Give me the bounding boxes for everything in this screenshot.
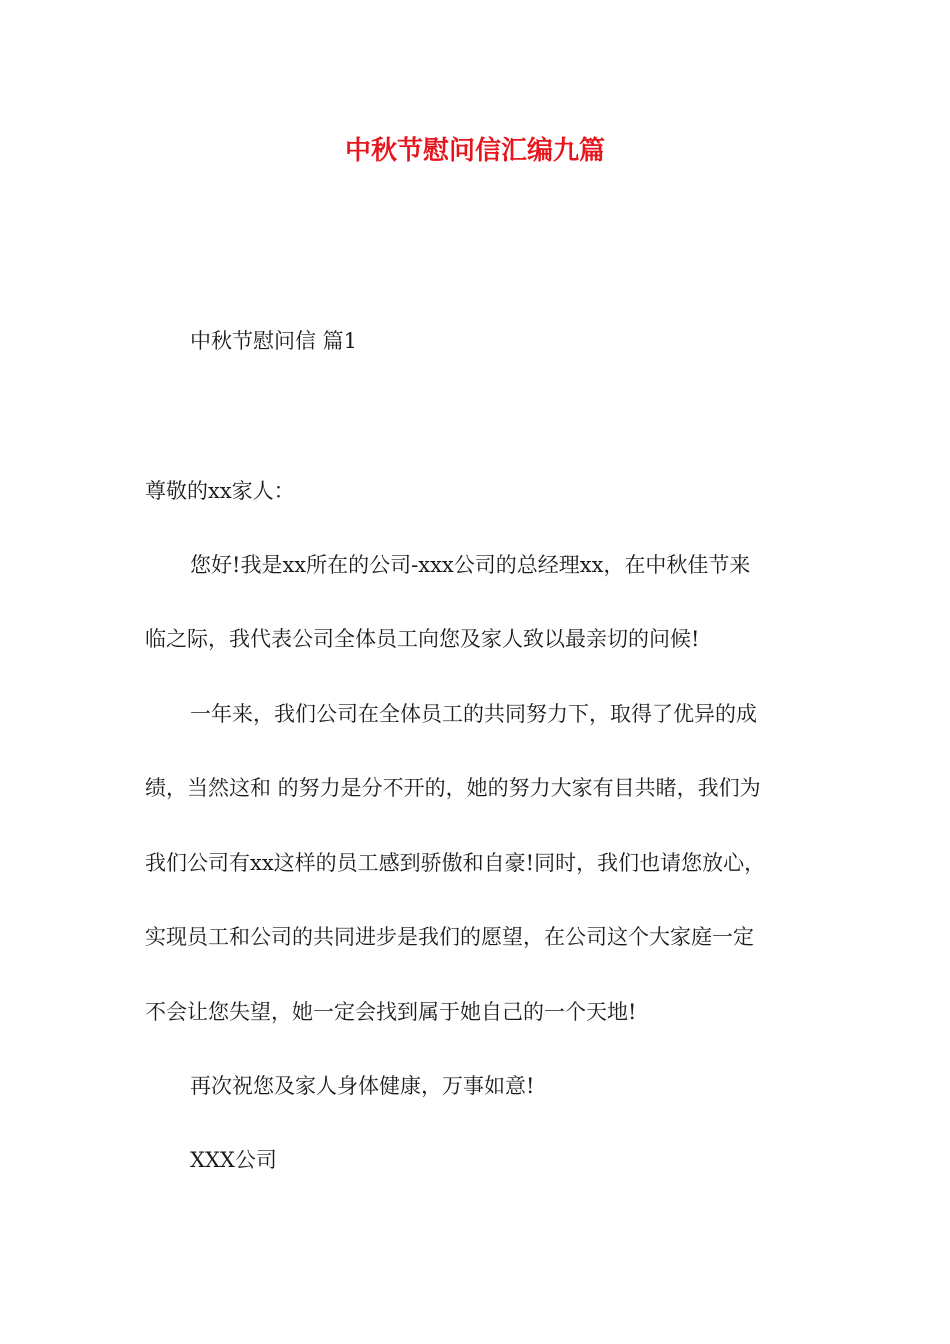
section-heading: 中秋节慰问信 篇1: [190, 329, 358, 353]
body-line: 不会让您失望，她一定会找到属于她自己的一个天地!: [145, 1000, 637, 1024]
body-line: 我们公司有xx这样的员工感到骄傲和自豪!同时，我们也请您放心，: [145, 851, 766, 875]
body-line: 绩，当然这和 的努力是分不开的，她的努力大家有目共睹，我们为: [145, 776, 761, 800]
signature-company: XXX公司: [190, 1148, 277, 1172]
body-line: 您好!我是xx所在的公司-xxx公司的总经理xx，在中秋佳节来: [190, 553, 751, 577]
document-title: 中秋节慰问信汇编九篇: [344, 136, 605, 166]
salutation: 尊敬的xx家人：: [145, 479, 295, 503]
body-line: 临之际，我代表公司全体员工向您及家人致以最亲切的问候!: [145, 627, 700, 651]
body-line: 实现员工和公司的共同进步是我们的愿望，在公司这个大家庭一定: [145, 925, 754, 949]
body-line: 一年来，我们公司在全体员工的共同努力下，取得了优异的成: [190, 702, 757, 726]
closing-wish: 再次祝您及家人身体健康，万事如意!: [190, 1074, 535, 1098]
